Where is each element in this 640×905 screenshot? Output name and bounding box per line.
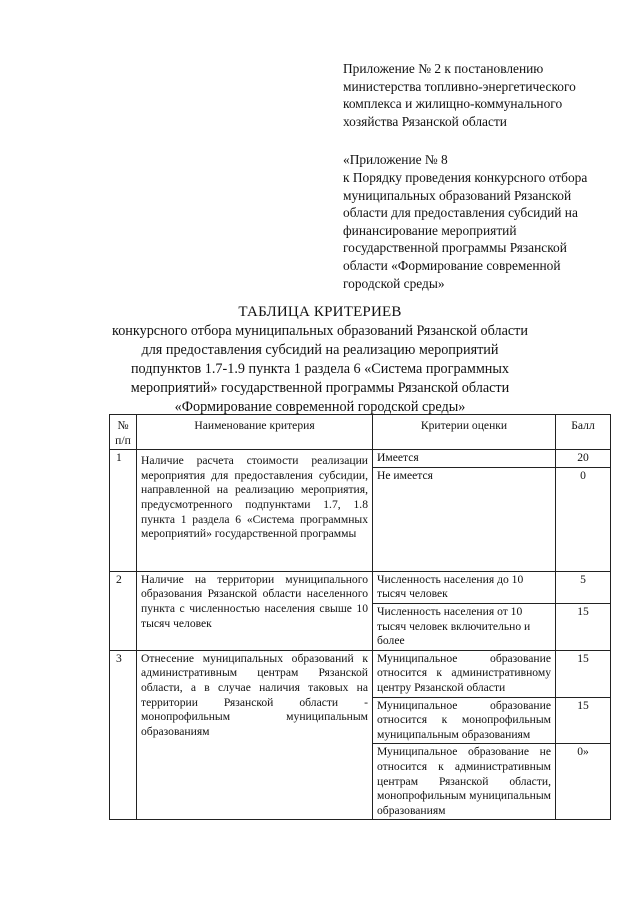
option-score: 5 <box>556 571 611 603</box>
option-text: Не имеется <box>373 467 556 571</box>
header-num: № п/п <box>110 415 137 450</box>
table-header-row <box>110 415 611 450</box>
appendix-block <box>343 60 605 292</box>
table-row <box>110 571 611 603</box>
option-score: 15 <box>556 650 611 697</box>
option-text: Муниципальное образование не относится к административным центрам Рязанской области, монопрофильным муниципальным образованиям <box>373 744 556 820</box>
table-title: ТАБЛИЦА КРИТЕРИЕВ <box>238 304 402 320</box>
table-row <box>110 650 611 697</box>
row-criterion: Наличие на территории муниципального образования Рязанской области населенного пункта с численностью населения свыше 10 тысяч человек <box>137 571 373 650</box>
appendix-8-title: «Приложение № 8 <box>343 152 448 168</box>
option-text: Имеется <box>373 450 556 468</box>
option-text: Численность населения от 10 тысяч человек включительно и более <box>373 603 556 650</box>
option-text: Муниципальное образование относится к монопрофильным муниципальным образованиям <box>373 697 556 744</box>
row-num: 2 <box>110 571 137 650</box>
row-num: 3 <box>110 650 137 820</box>
option-score: 15 <box>556 697 611 744</box>
header-score: Балл <box>556 415 611 450</box>
appendix-reference: Приложение № 2 к постановлению министерства топливно-энергетического комплекса и жилищно-коммунального хозяйства Рязанской области <box>343 61 576 129</box>
criteria-table <box>109 414 611 820</box>
table-subtitle: конкурсного отбора муниципальных образований Рязанской области для предоставления субсидий на реализацию мероприятий подпунктов 1.7-1.9 пункта 1 раздела 6 «Система программных мероприятий» государственной программы Рязанской области «Формирование современной городской среды» <box>112 323 528 415</box>
header-evaluation: Критерии оценки <box>373 415 556 450</box>
row-criterion: Отнесение муниципальных образований к административным центрам Рязанской области, а в случае наличия таковых на территории Рязанской области - монопрофильным муниципальным образованиям <box>137 650 373 820</box>
appendix-8-text: к Порядку проведения конкурсного отбора муниципальных образований Рязанской области для предоставления субсидий на финансирование мероприятий государственной программы Рязанской области «Формирование современной городской среды» <box>343 169 588 291</box>
option-text: Муниципальное образование относится к административному центру Рязанской области <box>373 650 556 697</box>
option-score: 0» <box>556 744 611 820</box>
table-heading <box>0 303 640 417</box>
option-score: 15 <box>556 603 611 650</box>
row-criterion: Наличие расчета стоимости реализации мероприятия для предоставления субсидии, направленной на реализацию мероприятия, предусмотренного подпунктами 1.7, 1.8 пункта 1 раздела 6 «Система программных мероприятий» государственной программы <box>137 450 373 572</box>
table-row <box>110 450 611 468</box>
option-score: 0 <box>556 467 611 571</box>
header-criterion: Наименование критерия <box>137 415 373 450</box>
option-text: Численность населения до 10 тысяч человек <box>373 571 556 603</box>
option-score: 20 <box>556 450 611 468</box>
row-num: 1 <box>110 450 137 572</box>
